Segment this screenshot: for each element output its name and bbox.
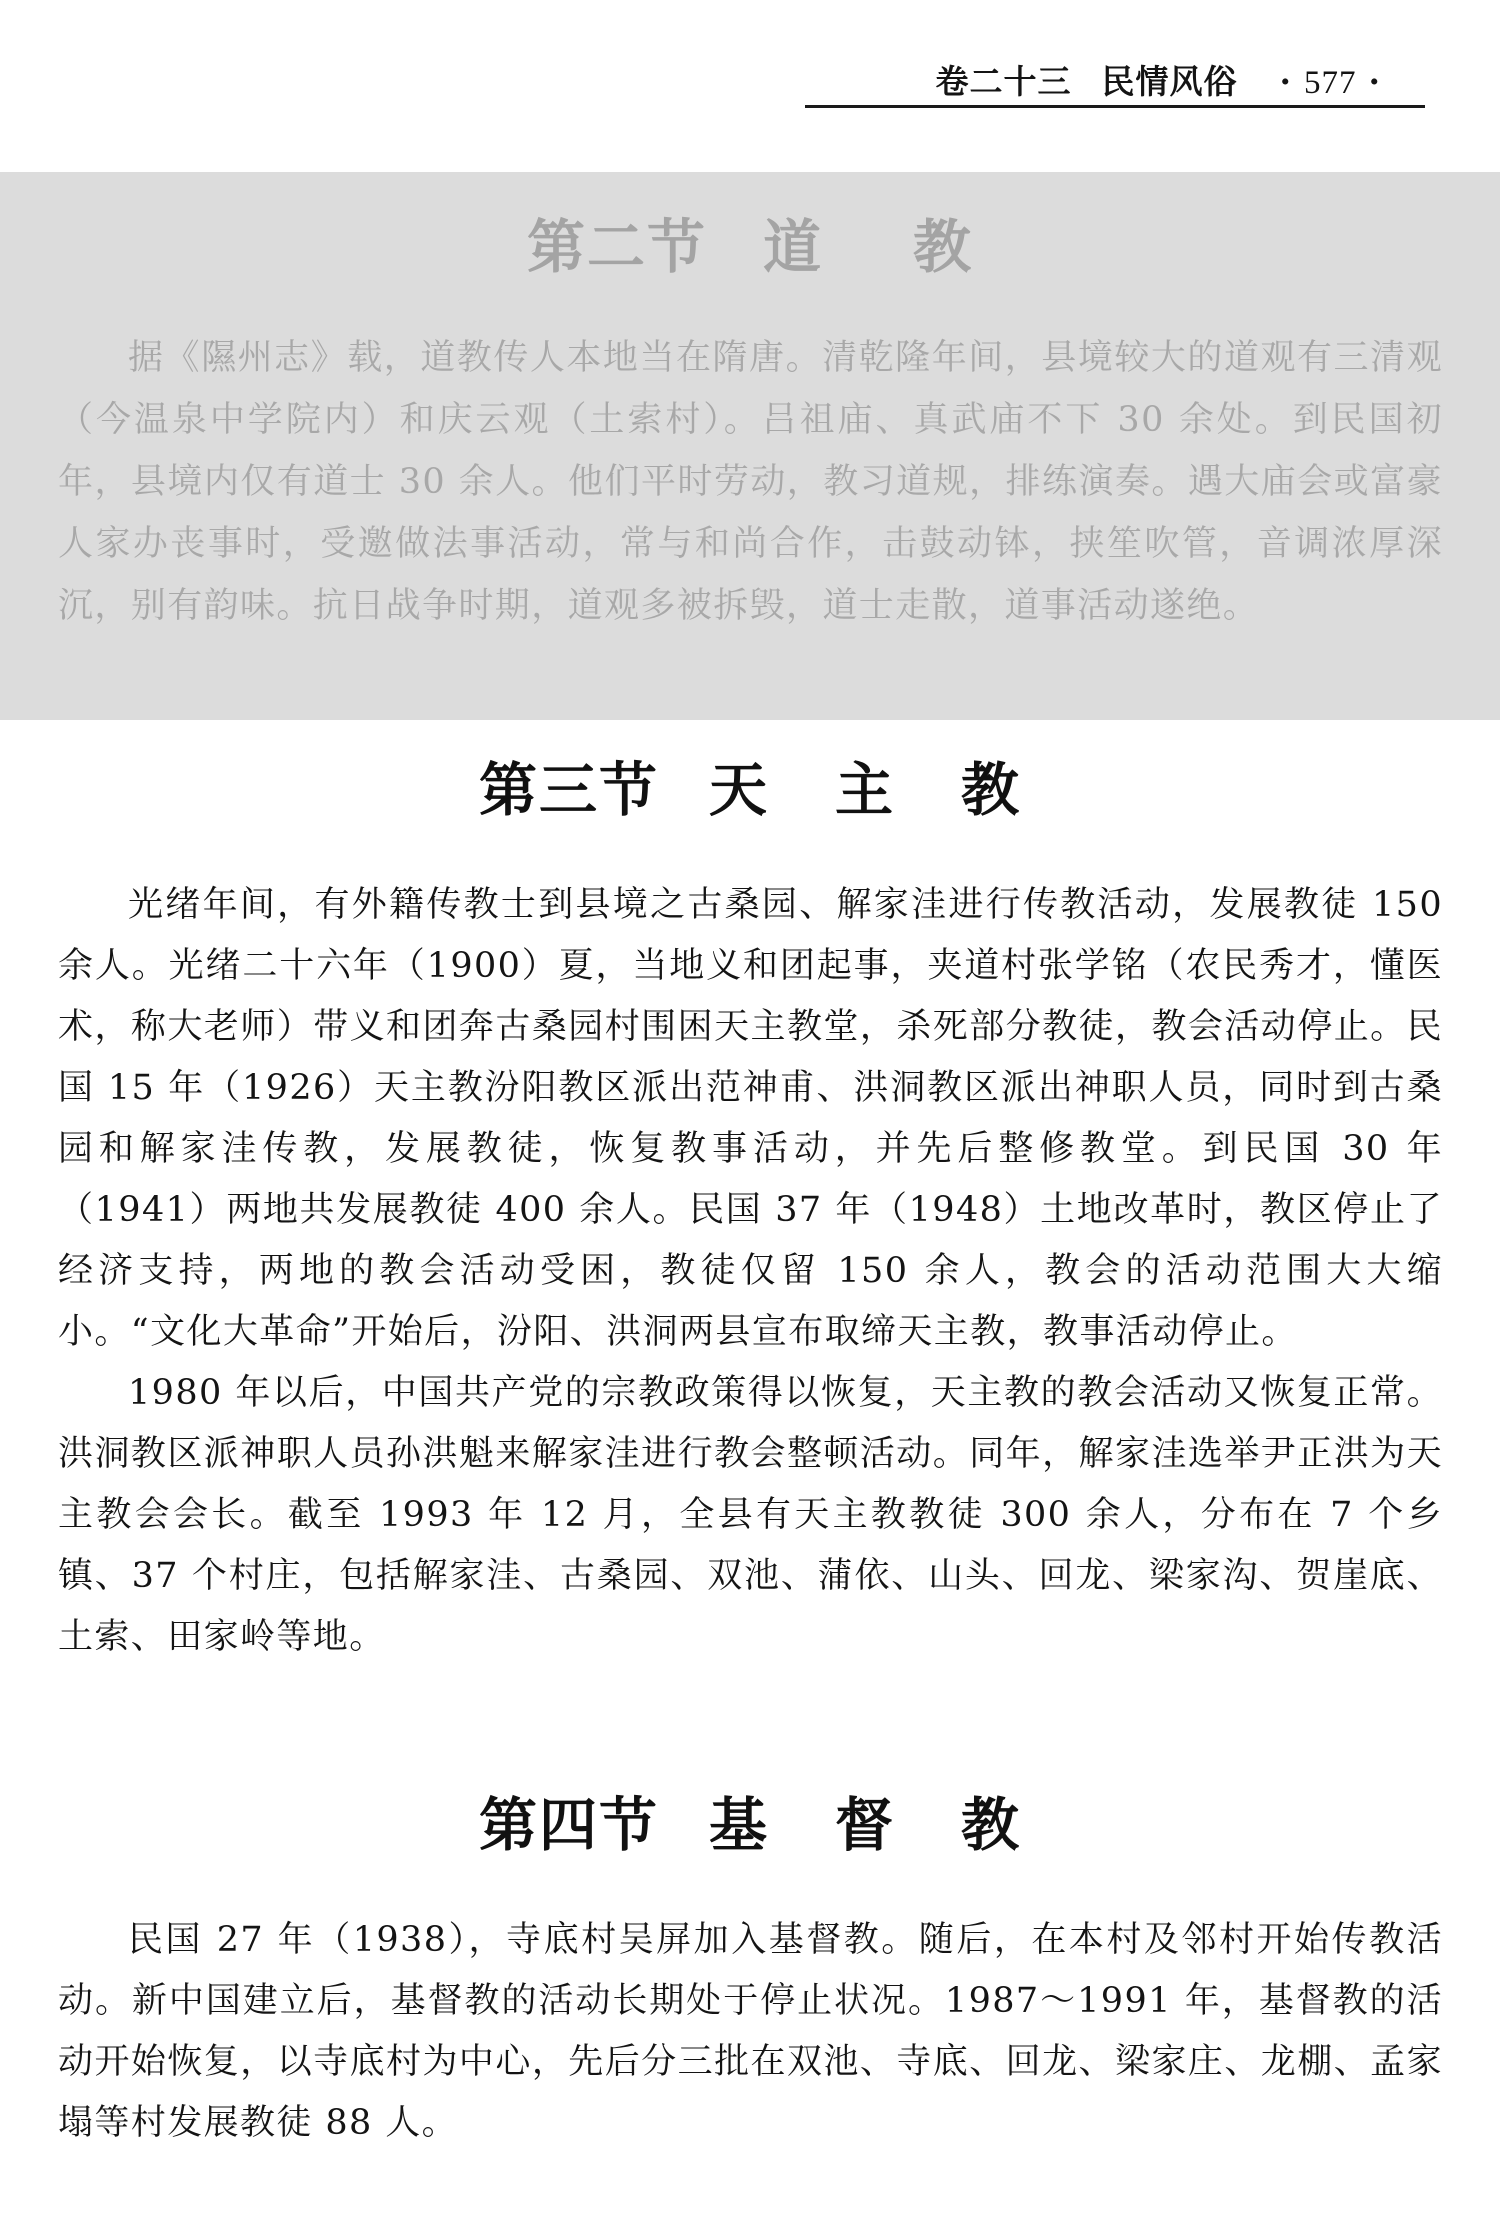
section-title-prefix: 第二节 xyxy=(526,213,707,281)
section-body xyxy=(58,327,1443,637)
section-body xyxy=(58,1910,1443,2154)
section-title-char: 基 xyxy=(708,1791,769,1859)
section-taoism xyxy=(0,172,1500,720)
header-dot-left: · xyxy=(1279,62,1292,101)
section-catholicism xyxy=(0,745,1500,1668)
paragraph: 据《隰州志》载，道教传人本地当在隋唐。清乾隆年间，县境较大的道观有三清观（今温泉中学院内）和庆云观（土索村）。吕祖庙、真武庙不下 30 余处。到民国初年，县境内仅有道士 30 余人。他们平时劳动，教习道规，排练演奏。遇大庙会或富豪人家办丧事时，受邀做法事活动，常与和尚合作，击鼓动钵，挟笙吹管，音调浓厚深沉，别有韵味。抗日战争时期，道观多被拆毁，道士走散，道事活动遂绝。 xyxy=(58,338,1443,626)
section-title-char: 主 xyxy=(835,756,896,824)
header-rule xyxy=(805,105,1425,108)
header-dot-right: · xyxy=(1368,62,1381,101)
section-christianity xyxy=(0,1780,1500,2154)
section-title xyxy=(0,200,1500,284)
running-header xyxy=(805,48,1425,108)
header-text xyxy=(936,56,1394,103)
header-title: 民情风俗 xyxy=(1101,62,1238,101)
section-title-char: 教 xyxy=(961,1791,1022,1859)
paragraph: 1980 年以后，中国共产党的宗教政策得以恢复，天主教的教会活动又恢复正常。洪洞教区派神职人员孙洪魁来解家洼进行教会整顿活动。同年，解家洼选举尹正洪为天主教会会长。截至 1993 年 12 月，全县有天主教教徒 300 余人，分布在 7 个乡镇、37 个村庄，包括解家洼、古桑园、双池、蒲依、山头、回龙、梁家沟、贺崖底、土索、田家岭等地。 xyxy=(58,1373,1443,1657)
section-title xyxy=(0,1780,1500,1870)
section-title-prefix: 第三节 xyxy=(478,756,659,824)
section-title-char: 道 xyxy=(762,213,823,281)
header-chapter: 卷二十三 xyxy=(935,62,1072,101)
section-title-char: 天 xyxy=(708,756,769,824)
section-body xyxy=(58,875,1443,1668)
paragraph: 民国 27 年（1938），寺底村吴屏加入基督教。随后，在本村及邻村开始传教活动。新中国建立后，基督教的活动长期处于停止状况。1987～1991 年，基督教的活动开始恢复，以寺底村为中心，先后分三批在双池、寺底、回龙、梁家庄、龙棚、孟家塌等村发展教徒 88 人。 xyxy=(58,1920,1443,2143)
section-title-prefix: 第四节 xyxy=(478,1791,659,1859)
section-title-char: 教 xyxy=(913,213,974,281)
page-number: 577 xyxy=(1304,65,1357,101)
section-title xyxy=(0,745,1500,835)
paragraph: 光绪年间，有外籍传教士到县境之古桑园、解家洼进行传教活动，发展教徒 150 余人。光绪二十六年（1900）夏，当地义和团起事，夹道村张学铭（农民秀才，懂医术，称大老师）带义和团奔古桑园村围困天主教堂，杀死部分教徒，教会活动停止。民国 15 年（1926）天主教汾阳教区派出范神甫、洪洞教区派出神职人员，同时到古桑园和解家洼传教，发展教徒，恢复教事活动，并先后整修教堂。到民国 30 年（1941）两地共发展教徒 400 余人。民国 37 年（1948）土地改革时，教区停止了经济支持，两地的教会活动受困，教徒仅留 150 余人，教会的活动范围大大缩小。“文化大革命”开始后，汾阳、洪洞两县宣布取缔天主教，教事活动停止。 xyxy=(58,885,1443,1352)
section-title-char: 督 xyxy=(835,1791,896,1859)
section-title-char: 教 xyxy=(961,756,1022,824)
